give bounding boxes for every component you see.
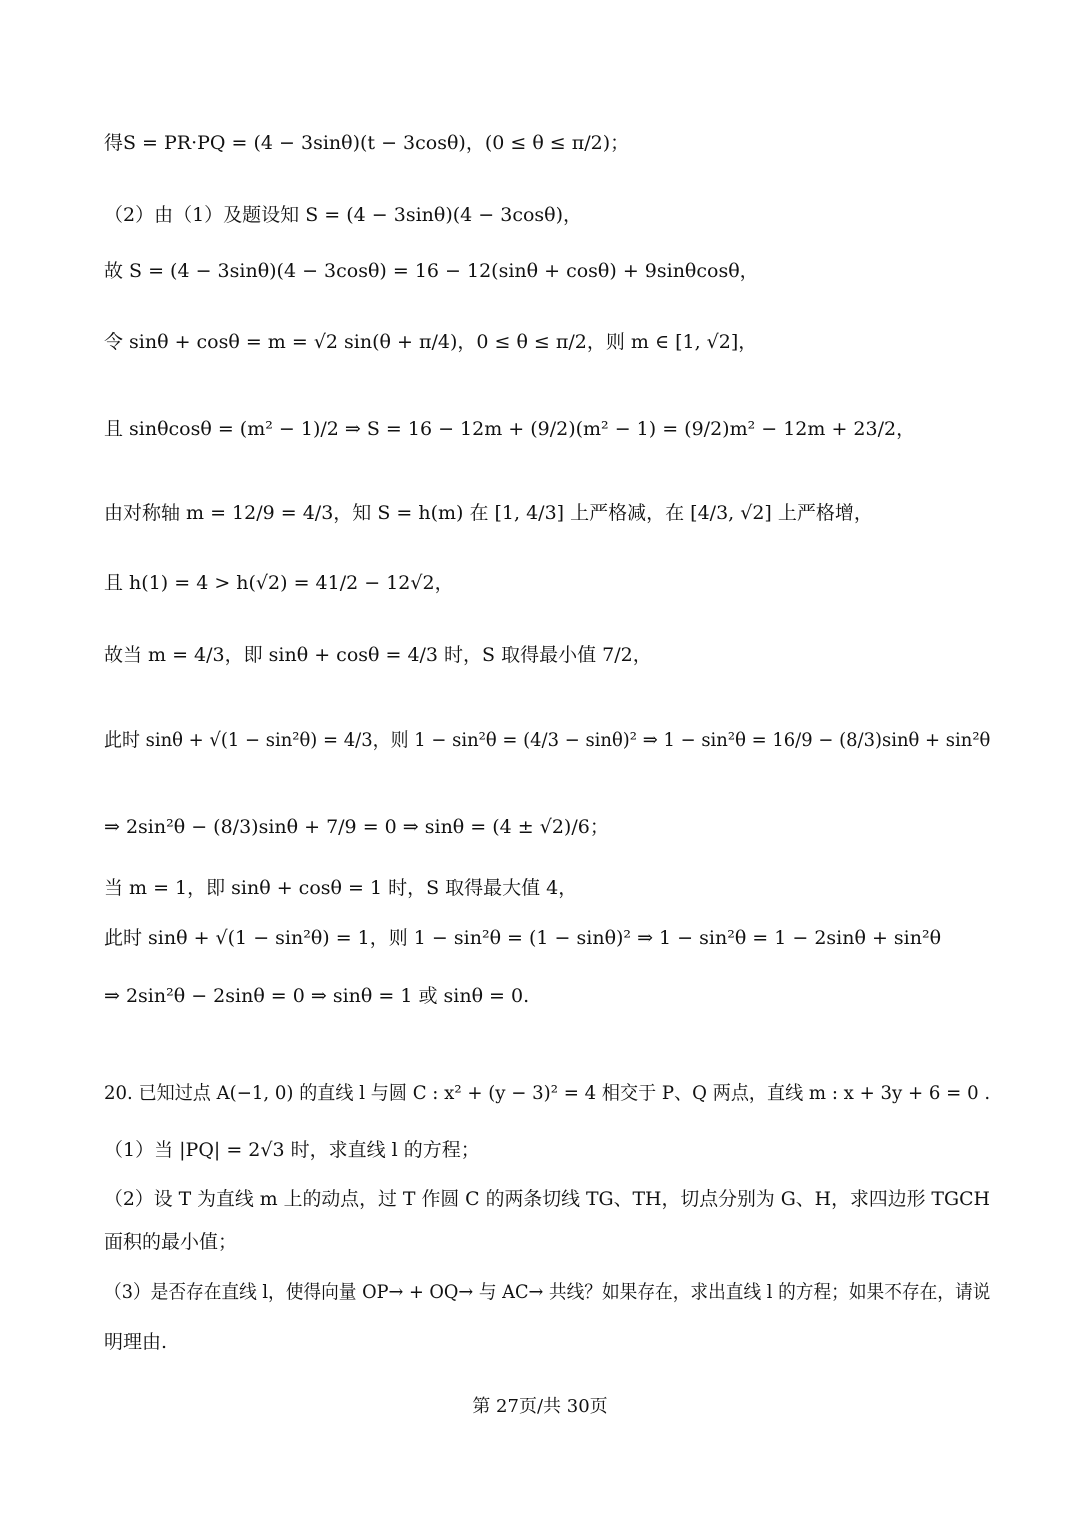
solution-line: 当 m = 1，即 sinθ + cosθ = 1 时，S 取得最大值 4， <box>104 877 578 899</box>
solution-line: 故 S = (4 − 3sinθ)(4 − 3cosθ) = 16 − 12(sinθ + cosθ) + 9sinθcosθ， <box>104 260 759 282</box>
solution-line: 令 sinθ + cosθ = m = √2 sin(θ + π/4)，0 ≤ θ ≤ π/2，则 m ∈ [1, √2]， <box>104 331 758 353</box>
solution-line: ⇒ 2sin²θ − (8/3)sinθ + 7/9 = 0 ⇒ sinθ = (4 ± √2)/6； <box>104 816 609 838</box>
solution-line: 此时 sinθ + √(1 − sin²θ) = 4/3，则 1 − sin²θ = (4/3 − sinθ)² ⇒ 1 − sin²θ = 16/9 − (8/3)sinθ + sin²θ <box>104 729 991 751</box>
problem-part-3-cont: 明理由. <box>104 1331 168 1353</box>
problem-part-1: （1）当 |PQ| = 2√3 时，求直线 l 的方程； <box>104 1139 480 1161</box>
problem-part-3: （3）是否存在直线 l，使得向量 OP→ + OQ→ 与 AC→ 共线？如果存在，求出直线 l 的方程；如果不存在，请说 <box>104 1281 991 1303</box>
solution-line: 且 sinθcosθ = (m² − 1)/2 ⇒ S = 16 − 12m + (9/2)(m² − 1) = (9/2)m² − 12m + 23/2， <box>104 418 916 440</box>
problem-stem: 20. 已知过点 A(−1, 0) 的直线 l 与圆 C : x² + (y − 3)² = 4 相交于 P、Q 两点，直线 m : x + 3y + 6 = 0 . <box>104 1082 991 1104</box>
solution-line: （2）由（1）及题设知 S = (4 − 3sinθ)(4 − 3cosθ)， <box>104 204 583 226</box>
solution-line: 得S = PR·PQ = (4 − 3sinθ)(t − 3cosθ)，(0 ≤ θ ≤ π/2)； <box>104 132 630 154</box>
problem-part-2: （2）设 T 为直线 m 上的动点，过 T 作圆 C 的两条切线 TG、TH，切点分别为 G、H，求四边形 TGCH <box>104 1188 990 1210</box>
solution-line: 由对称轴 m = 12/9 = 4/3，知 S = h(m) 在 [1, 4/3] 上严格减，在 [4/3, √2] 上严格增， <box>104 502 873 524</box>
page-number: 第 27页/共 30页 <box>472 1396 608 1417</box>
problem-part-2-cont: 面积的最小值； <box>104 1231 238 1253</box>
solution-line: 此时 sinθ + √(1 − sin²θ) = 1，则 1 − sin²θ = (1 − sinθ)² ⇒ 1 − sin²θ = 1 − 2sinθ + sin²θ <box>104 927 942 949</box>
solution-line: 且 h(1) = 4 > h(√2) = 41/2 − 12√2， <box>104 572 454 594</box>
solution-line: 故当 m = 4/3，即 sinθ + cosθ = 4/3 时，S 取得最小值 7/2， <box>104 644 652 666</box>
solution-line: ⇒ 2sin²θ − 2sinθ = 0 ⇒ sinθ = 1 或 sinθ = 0. <box>104 985 530 1007</box>
